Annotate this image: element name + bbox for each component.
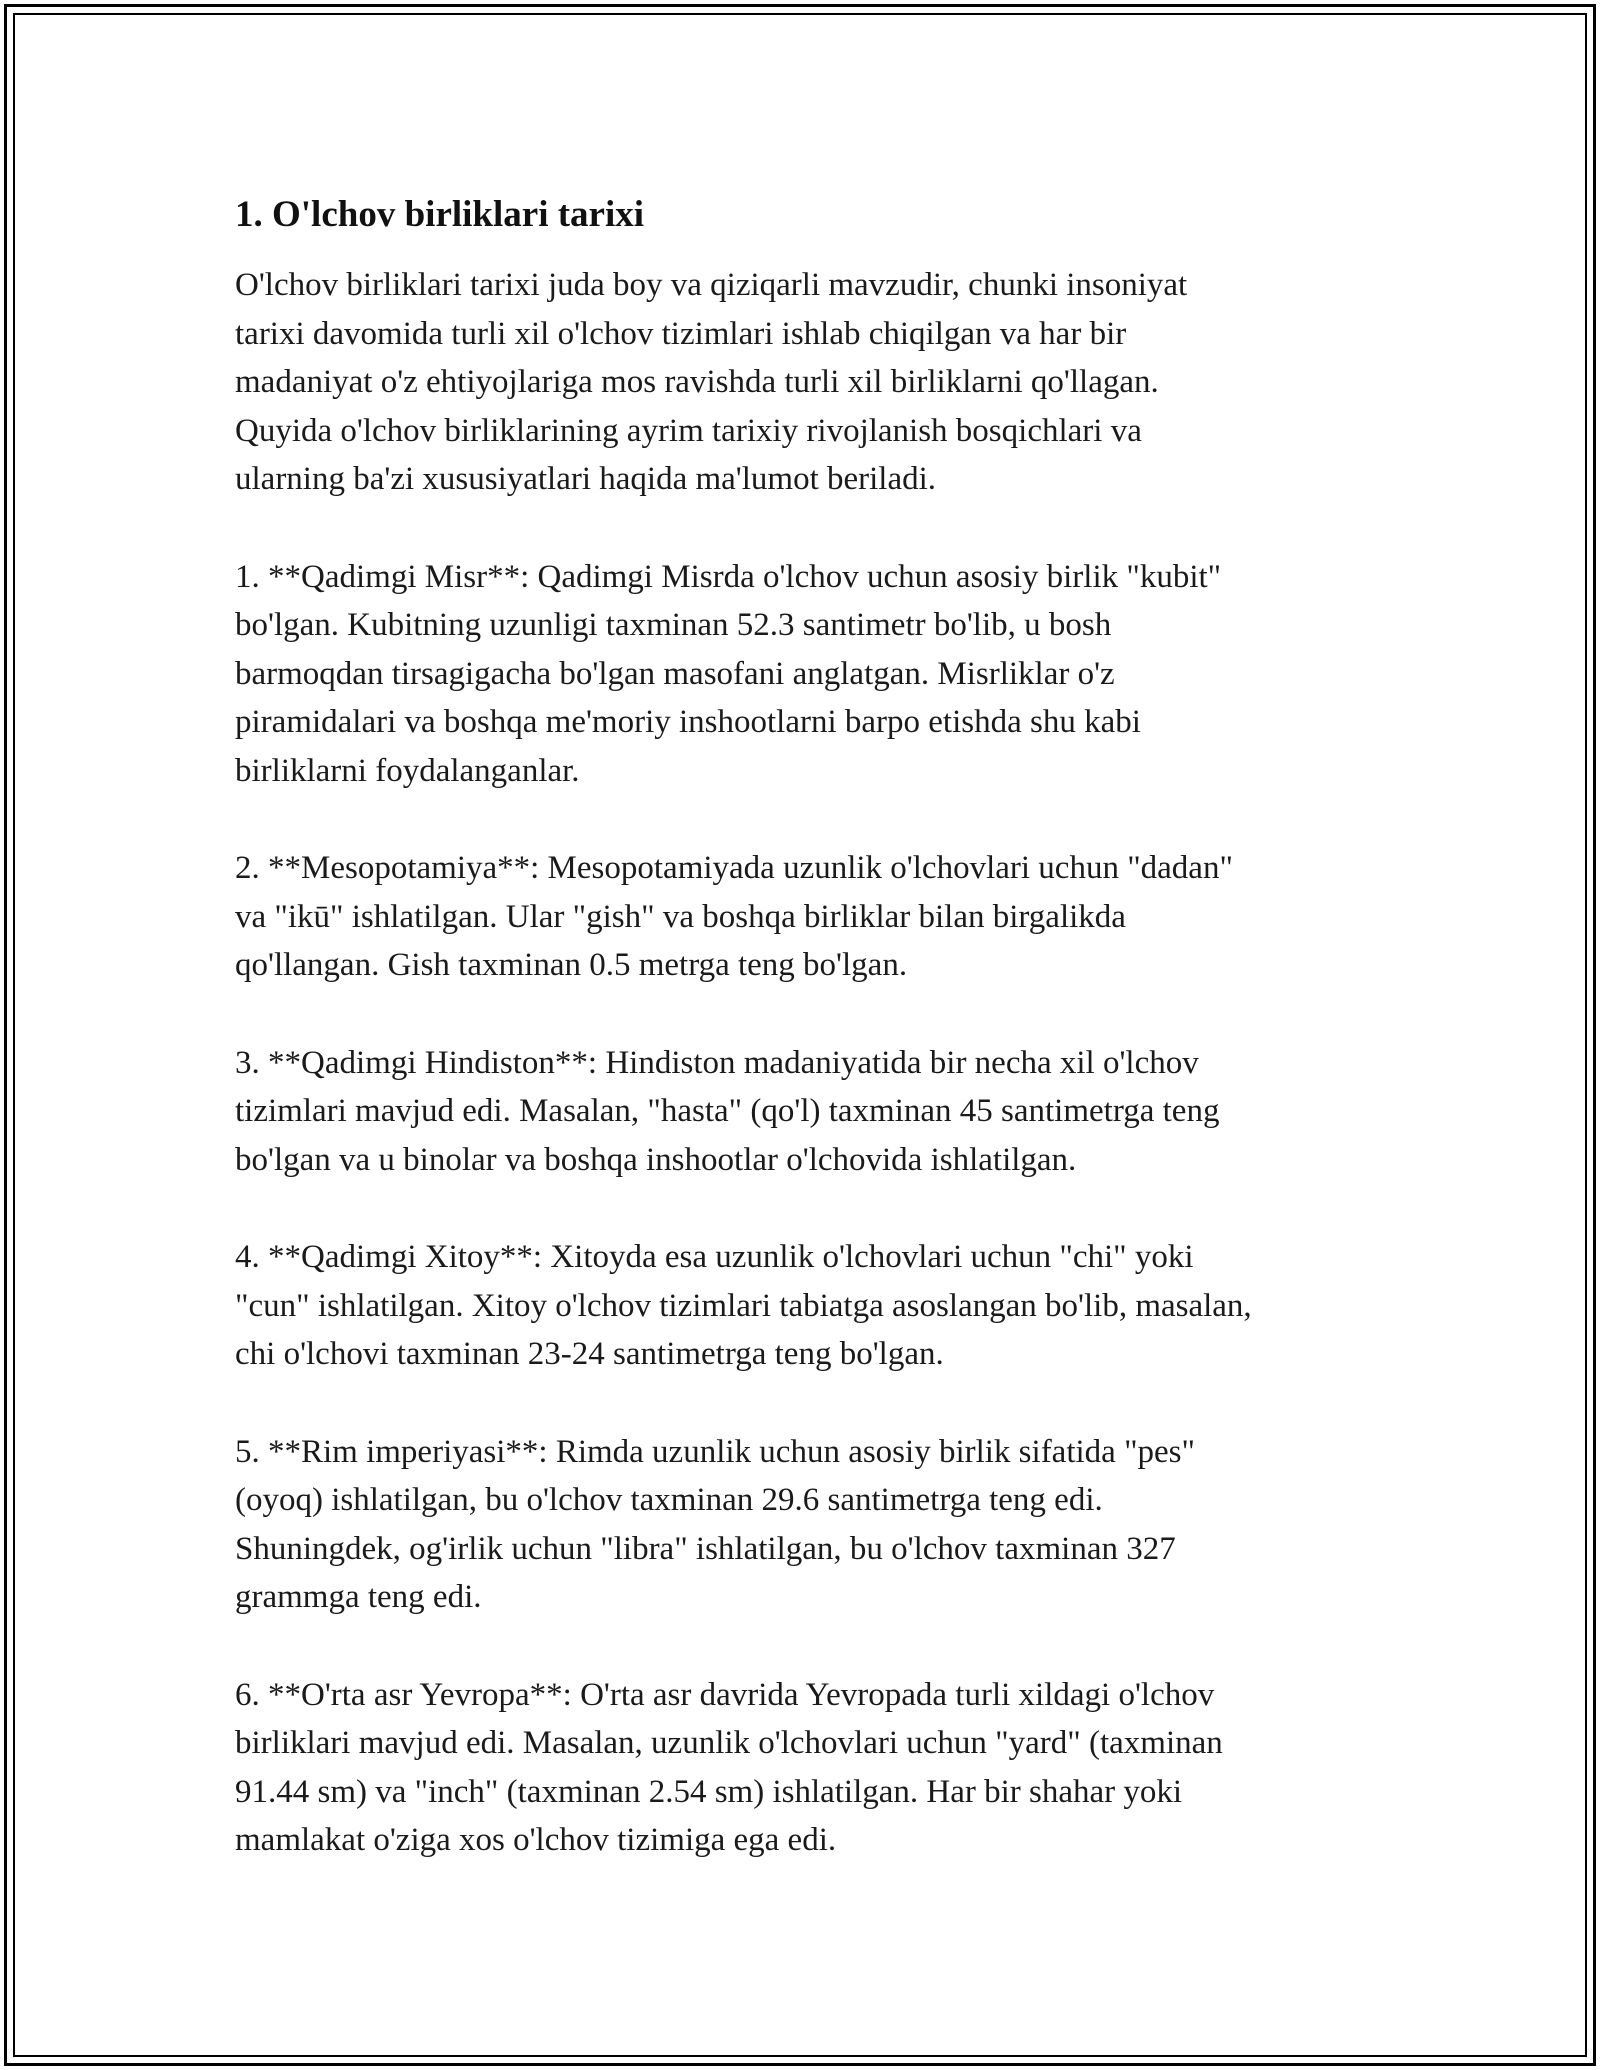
list-item-medieval-europe: 6. **O'rta asr Yevropa**: O'rta asr davrida Yevropada turli xildagi o'lchov birliklari mavjud edi. Masalan, uzunlik o'lchovlari uchun "yard" (taxminan 91.44 sm) va "inch" (taxminan 2.54 sm) ishlatilgan. Har bir shahar yoki mamlakat o'ziga xos o'lchov tizimiga ega edi. bbox=[235, 1676, 1223, 1858]
list-item-ancient-china: 4. **Qadimgi Xitoy**: Xitoyda esa uzunlik o'lchovlari uchun "chi" yoki "cun" ishlatilgan. Xitoy o'lchov tizimlari tabiatga asoslangan bo'lib, masalan, chi o'lchovi taxminan 23-24 santimetrga teng bo'lgan. bbox=[235, 1239, 1252, 1372]
list-item-ancient-india: 3. **Qadimgi Hindiston**: Hindiston madaniyatida bir necha xil o'lchov tizimlari mavjud edi. Masalan, "hasta" (qo'l) taxminan 45 santimetrga teng bo'lgan va u binolar va boshqa inshootlar o'lchovida ishlatilgan. bbox=[235, 1044, 1220, 1178]
intro-paragraph: O'lchov birliklari tarixi juda boy va qiziqarli mavzudir, chunki insoniyat tarixi davomida turli xil o'lchov tizimlari ishlab chiqilgan va har bir madaniyat o'z ehtiyojlariga mos ravishda turli xil birliklarni qo'llagan. Quyida o'lchov birliklarining ayrim tarixiy rivojlanish bosqichlari va ularning ba'zi xususiyatlari haqida ma'lumot beriladi. bbox=[235, 267, 1188, 497]
list-item-ancient-egypt: 1. **Qadimgi Misr**: Qadimgi Misrda o'lchov uchun asosiy birlik "kubit" bo'lgan. Kubitning uzunligi taxminan 52.3 santimetr bo'lib, u bosh barmoqdan tirsagigacha bo'lgan masofani anglatgan. Misrliklar o'z piramidalari va boshqa me'moriy inshootlarni barpo etishda shu kabi birliklarni foydalanganlar. bbox=[235, 558, 1222, 789]
document-title: 1. O'lchov birliklari tarixi bbox=[235, 194, 645, 235]
document-body bbox=[235, 187, 1395, 1914]
list-item-roman-empire: 5. **Rim imperiyasi**: Rimda uzunlik uchun asosiy birlik sifatida "pes" (oyoq) ishlatilgan, bu o'lchov taxminan 29.6 santimetrga teng edi. Shuningdek, og'irlik uchun "libra" ishlatilgan, bu o'lchov taxminan 327 grammga teng edi. bbox=[235, 1433, 1195, 1615]
list-item-mesopotamia: 2. **Mesopotamiya**: Mesopotamiyada uzunlik o'lchovlari uchun "dadan" va "ikū" ishlatilgan. Ular "gish" va boshqa birliklar bilan birgalikda qo'llangan. Gish taxminan 0.5 metrga teng bo'lgan. bbox=[235, 850, 1233, 983]
